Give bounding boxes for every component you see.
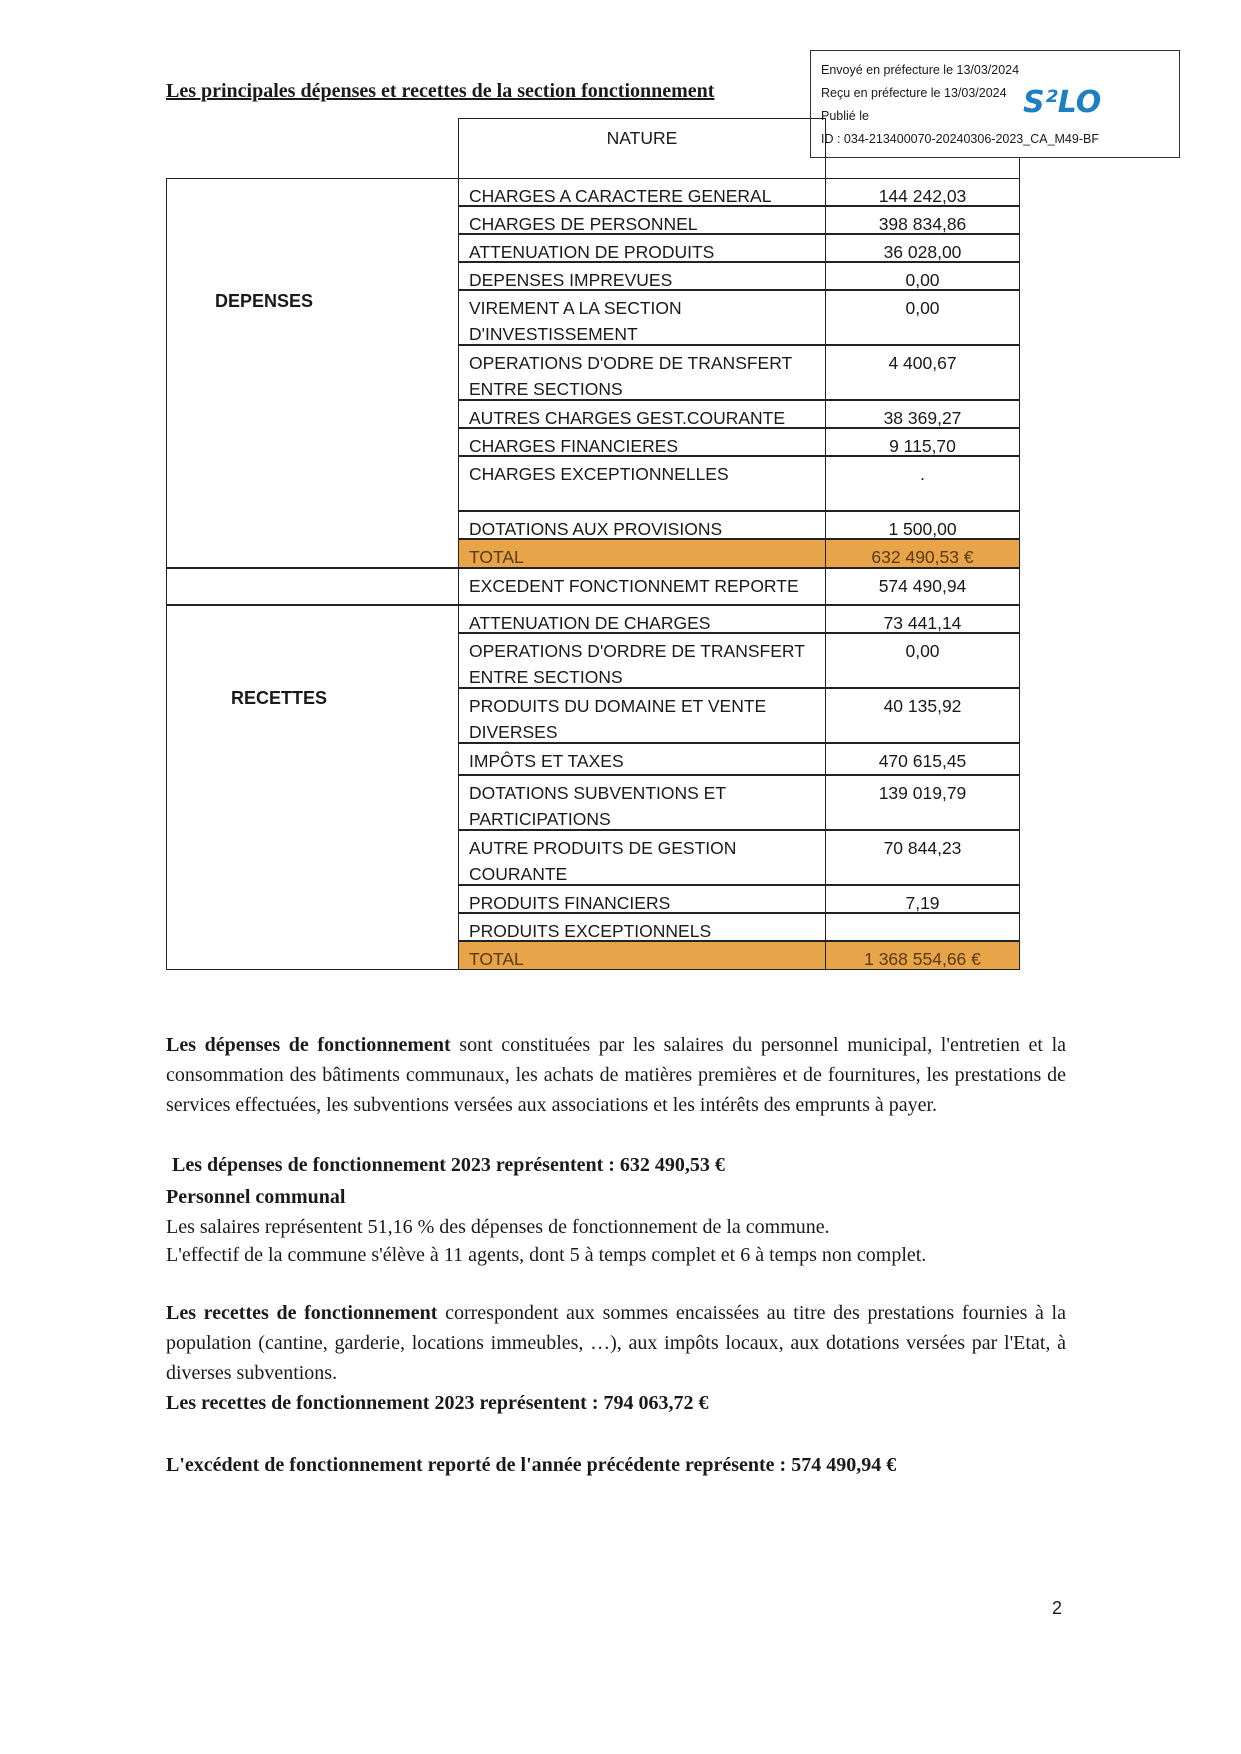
recettes-total-label: TOTAL [458,941,826,970]
recettes-row-label: OPERATIONS D'ORDRE DE TRANSFERT ENTRE SECTIONS [458,633,826,688]
depenses-total-line: Les dépenses de fonctionnement 2023 représentent : 632 490,53 € [172,1154,725,1176]
s2lo-logo: S²LO [1023,85,1102,120]
recettes-row-label: PRODUITS EXCEPTIONNELS [458,913,826,941]
stamp-sent-date: Envoyé en préfecture le 13/03/2024 [821,63,1020,77]
recettes-row-label: DOTATIONS SUBVENTIONS ET PARTICIPATIONS [458,775,826,830]
recettes-description: correspondent aux sommes encaissées au titre des prestations fournies à la population (cantine, garderie, locations immeubles, …), aux impôts locaux, aux dotations versées par l'Etat, à diverses subventions. [166,1302,1066,1384]
depenses-row-value: 36 028,00 [825,234,1020,262]
effectif-line: L'effectif de la commune s'élève à 11 agents, dont 5 à temps complet et 6 à temps non complet. [166,1244,927,1266]
depenses-row-value: 144 242,03 [825,178,1020,206]
recettes-label: RECETTES [231,688,328,708]
depenses-row-label: DEPENSES IMPREVUES [458,262,826,290]
recettes-heading: Les recettes de fonctionnement [166,1302,438,1324]
header-nature-cell [458,118,826,178]
excedent-value: 574 490,94 [825,568,1020,605]
stamp-id: ID : 034-213400070-20240306-2023_CA_M49-BF [821,132,1099,146]
depenses-total-label: TOTAL [458,539,826,568]
header-nature: NATURE [606,128,678,148]
depenses-row-label: ATTENUATION DE PRODUITS [458,234,826,262]
page-title: Les principales dépenses et recettes de la section fonctionnement [166,80,715,102]
stamp-published: Publié le [821,109,869,123]
recettes-row-value: 40 135,92 [825,688,1020,743]
recettes-row-value: 73 441,14 [825,605,1020,633]
depenses-row-label: CHARGES A CARACTERE GENERAL [458,178,826,206]
stamp-received-date: Reçu en préfecture le 13/03/2024 [821,86,1007,100]
recettes-row-label: AUTRE PRODUITS DE GESTION COURANTE [458,830,826,885]
recettes-row-value [825,913,1020,941]
depenses-label: DEPENSES [215,291,314,311]
excedent-line: L'excédent de fonctionnement reporté de l'année précédente représente : 574 490,94 € [166,1454,897,1476]
recettes-row-label: ATTENUATION DE CHARGES [458,605,826,633]
depenses-row-label: AUTRES CHARGES GEST.COURANTE [458,400,826,428]
personnel-heading: Personnel communal [166,1186,346,1208]
recettes-row-label: PRODUITS FINANCIERS [458,885,826,913]
recettes-total-line: Les recettes de fonctionnement 2023 représentent : 794 063,72 € [166,1392,709,1414]
recettes-section-box [166,605,459,970]
paragraph-depenses [166,1030,1066,1120]
recettes-total-value: 1 368 554,66 € [825,941,1020,970]
depenses-row-value: 4 400,67 [825,345,1020,400]
depenses-row-value: 0,00 [825,262,1020,290]
recettes-row-value: 0,00 [825,633,1020,688]
recettes-row-value: 70 844,23 [825,830,1020,885]
recettes-row-label: IMPÔTS ET TAXES [458,743,826,775]
depenses-row-label: VIREMENT A LA SECTION D'INVESTISSEMENT [458,290,826,345]
depenses-row-value: 38 369,27 [825,400,1020,428]
recettes-row-value: 470 615,45 [825,743,1020,775]
paragraph-recettes [166,1298,1066,1388]
depenses-row-label: OPERATIONS D'ODRE DE TRANSFERT ENTRE SECTIONS [458,345,826,400]
depenses-row-label: CHARGES FINANCIERES [458,428,826,456]
excedent-section-box [166,568,459,605]
depenses-heading: Les dépenses de fonctionnement [166,1034,451,1056]
depenses-description: sont constituées par les salaires du personnel municipal, l'entretien et la consommation des bâtiments communaux, les achats de matières premières et de fournitures, les prestations de services effectuées, les subventions versées aux associations et les intérêts des emprunts à payer. [166,1034,1066,1116]
depenses-total-value: 632 490,53 € [825,539,1020,568]
recettes-row-value: 7,19 [825,885,1020,913]
header-value-cell [825,158,1020,178]
prefecture-stamp [810,50,1180,158]
depenses-section-box [166,178,459,568]
depenses-row-label: CHARGES EXCEPTIONNELLES [458,456,826,511]
excedent-label: EXCEDENT FONCTIONNEMT REPORTE [458,568,826,605]
depenses-row-label: DOTATIONS AUX PROVISIONS [458,511,826,539]
depenses-row-label: CHARGES DE PERSONNEL [458,206,826,234]
depenses-row-value: . [825,456,1020,511]
depenses-row-value: 9 115,70 [825,428,1020,456]
salaires-line: Les salaires représentent 51,16 % des dépenses de fonctionnement de la commune. [166,1216,830,1238]
recettes-row-label: PRODUITS DU DOMAINE ET VENTE DIVERSES [458,688,826,743]
page-number: 2 [1052,1598,1063,1618]
depenses-row-value: 1 500,00 [825,511,1020,539]
depenses-row-value: 0,00 [825,290,1020,345]
depenses-row-value: 398 834,86 [825,206,1020,234]
recettes-row-value: 139 019,79 [825,775,1020,830]
